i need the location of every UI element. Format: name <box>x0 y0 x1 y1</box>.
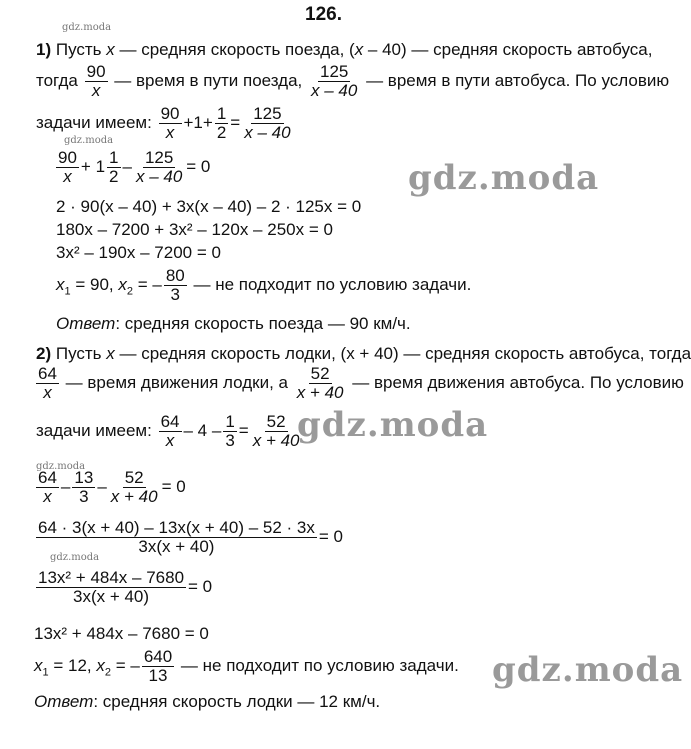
part1-line1: 1) Пусть x — средняя скорость поезда, (x – 40) — средняя скорость автобуса, <box>36 40 653 59</box>
part2-answer: Ответ: средняя скорость лодки — 12 км/ч. <box>34 692 381 711</box>
part1-equation-1: задачи имеем: $\frac{90}{x}$ +1+ $\frac{1}{2}$ = $\frac{125}{x - 40}$ <box>36 104 291 143</box>
part1-equation-5: 3x² – 190x – 7200 = 0 <box>56 243 221 262</box>
part1-equation-3: 2 · 90(x – 40) + 3x(x – 40) – 2 · 125x = 0 <box>56 197 362 216</box>
watermark-large: gdz.moda <box>492 650 684 690</box>
page-title: 126. <box>305 4 342 25</box>
part2-line1: 2) Пусть x — средняя скорость лодки, (x + 40) — средняя скорость автобуса, тогда <box>36 344 691 363</box>
part2-equation-5: 13x² + 484x – 7680 = 0 <box>34 624 209 643</box>
part2-equation-2: $\frac{64}{x}$ – $\frac{13}{3}$ – $\frac{52}{x + 40}$ = 0 <box>38 468 186 507</box>
part1-equation-4: 180x – 7200 + 3x² – 120x – 250x = 0 <box>56 220 333 239</box>
part1-line2: тогда $\frac{90}{x}$ — время в пути поезда, $\frac{125}{x - 40}$ — время в пути автобуса. По условию <box>36 62 670 101</box>
part1-answer: Ответ: средняя скорость поезда — 90 км/ч. <box>56 314 411 333</box>
watermark-small: gdz.moda <box>62 22 112 33</box>
part1-equation-2: $\frac{90}{x}$ + 1 $\frac{1}{2}$ – $\frac{125}{x - 40}$ = 0 <box>58 148 211 187</box>
part2-equation-3: $\frac{64 \cdot 3(x + 40) - 13x(x + 40) - 52 \cdot 3x}{3x(x + 40)}$ = 0 <box>38 518 343 557</box>
part2-equation-4: $\frac{\text{13x² + 484x – 7680}}{3x(x + 40)}$ = 0 <box>38 568 213 607</box>
watermark-small: gdz.moda <box>36 461 86 472</box>
part2-line2: $\frac{64}{x}$ — время движения лодки, а $\frac{52}{x + 40}$ — время движения автобуса. По условию <box>38 364 684 403</box>
watermark-small: gdz.moda <box>50 552 100 563</box>
watermark-large: gdz.moda <box>297 405 489 445</box>
watermark-large: gdz.moda <box>408 158 600 198</box>
part2-equation-1: задачи имеем: $\frac{64}{x}$ – 4 – $\frac{1}{3}$ = $\frac{52}{x + 40}$ <box>36 412 300 451</box>
part2-roots: $x_1 = 12$, $x_2$ = – $\frac{640}{13}$ — не подходит по условию задачи. <box>34 647 459 686</box>
watermark-small: gdz.moda <box>64 135 114 146</box>
part1-roots: $x_1 = 90$, $x_2$ = – $\frac{80}{3}$ — не подходит по условию задачи. <box>56 266 472 305</box>
